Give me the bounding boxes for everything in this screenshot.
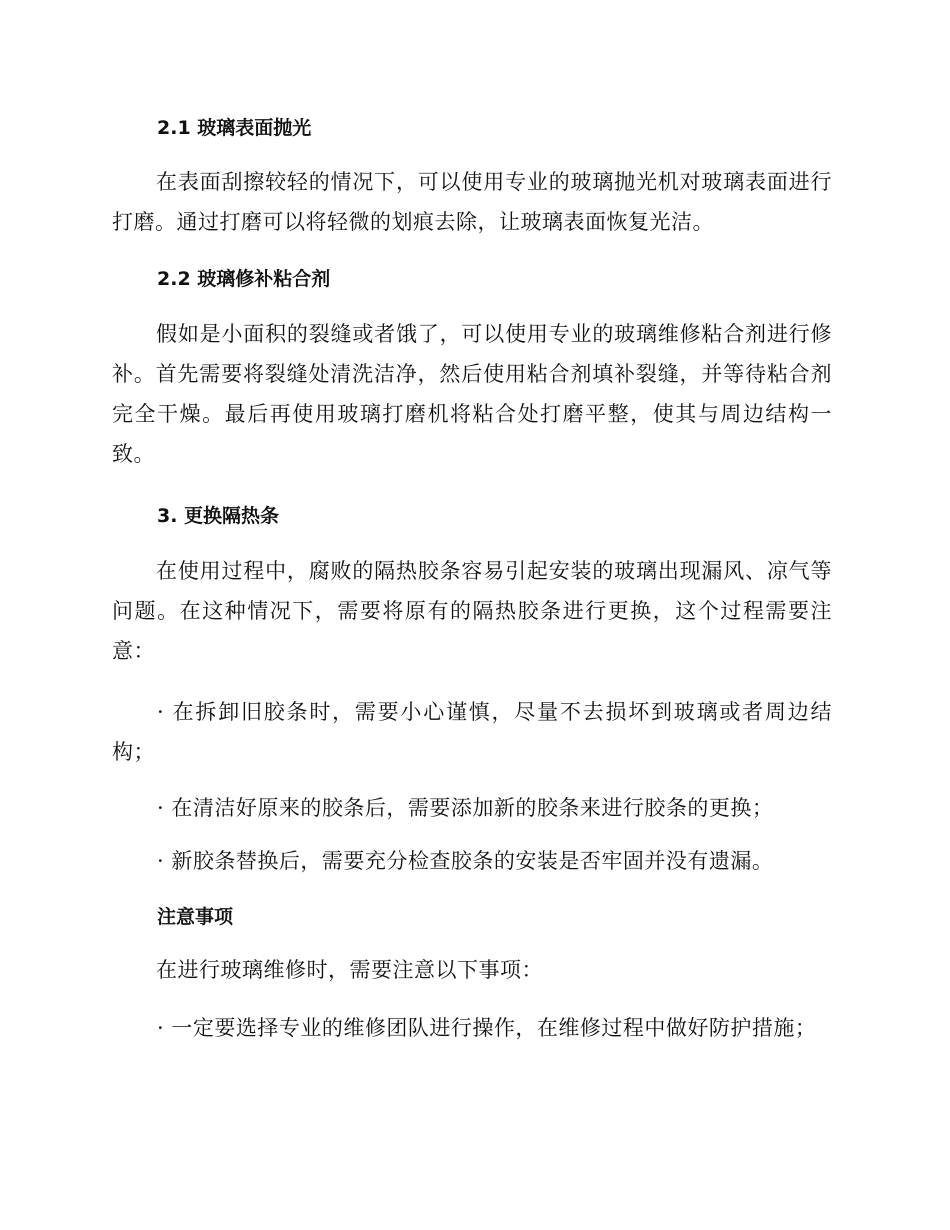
section-heading-glass-polish: 2.1 玻璃表面抛光 xyxy=(157,117,312,139)
section-paragraph-glass-adhesive: 假如是小面积的裂缝或者饿了，可以使用专业的玻璃维修粘合剂进行修补。首先需要将裂缝处清洗洁净，然后使用粘合剂填补裂缝，并等待粘合剂完全干燥。最后再使用玻璃打磨机将粘合处打磨平整，使其与周边结构一致。 xyxy=(112,322,832,466)
section-paragraph-replace-strip: 在使用过程中，腐败的隔热胶条容易引起安装的玻璃出现漏风、凉气等问题。在这种情况下，需要将原有的隔热胶条进行更换，这个过程需要注意： xyxy=(112,559,832,663)
bullet-item-professional-team: · 一定要选择专业的维修团队进行操作，在维修过程中做好防护措施； xyxy=(157,1016,817,1040)
section-heading-notes: 注意事项 xyxy=(157,906,234,928)
section-heading-replace-strip: 3. 更换隔热条 xyxy=(157,505,280,527)
section-paragraph-notes: 在进行玻璃维修时，需要注意以下事项： xyxy=(156,958,543,982)
bullet-item-add-new-strip: · 在清洁好原来的胶条后，需要添加新的胶条来进行胶条的更换； xyxy=(157,796,774,820)
section-heading-glass-adhesive: 2.2 玻璃修补粘合剂 xyxy=(157,268,331,290)
section-paragraph-glass-polish: 在表面刮擦较轻的情况下，可以使用专业的玻璃抛光机对玻璃表面进行打磨。通过打磨可以将轻微的划痕去除，让玻璃表面恢复光洁。 xyxy=(112,170,832,234)
bullet-item-remove-old-strip: · 在拆卸旧胶条时，需要小心谨慎，尽量不去损坏到玻璃或者周边结构； xyxy=(112,700,832,764)
bullet-item-check-strip: · 新胶条替换后，需要充分检查胶条的安装是否牢固并没有遗漏。 xyxy=(157,849,774,873)
